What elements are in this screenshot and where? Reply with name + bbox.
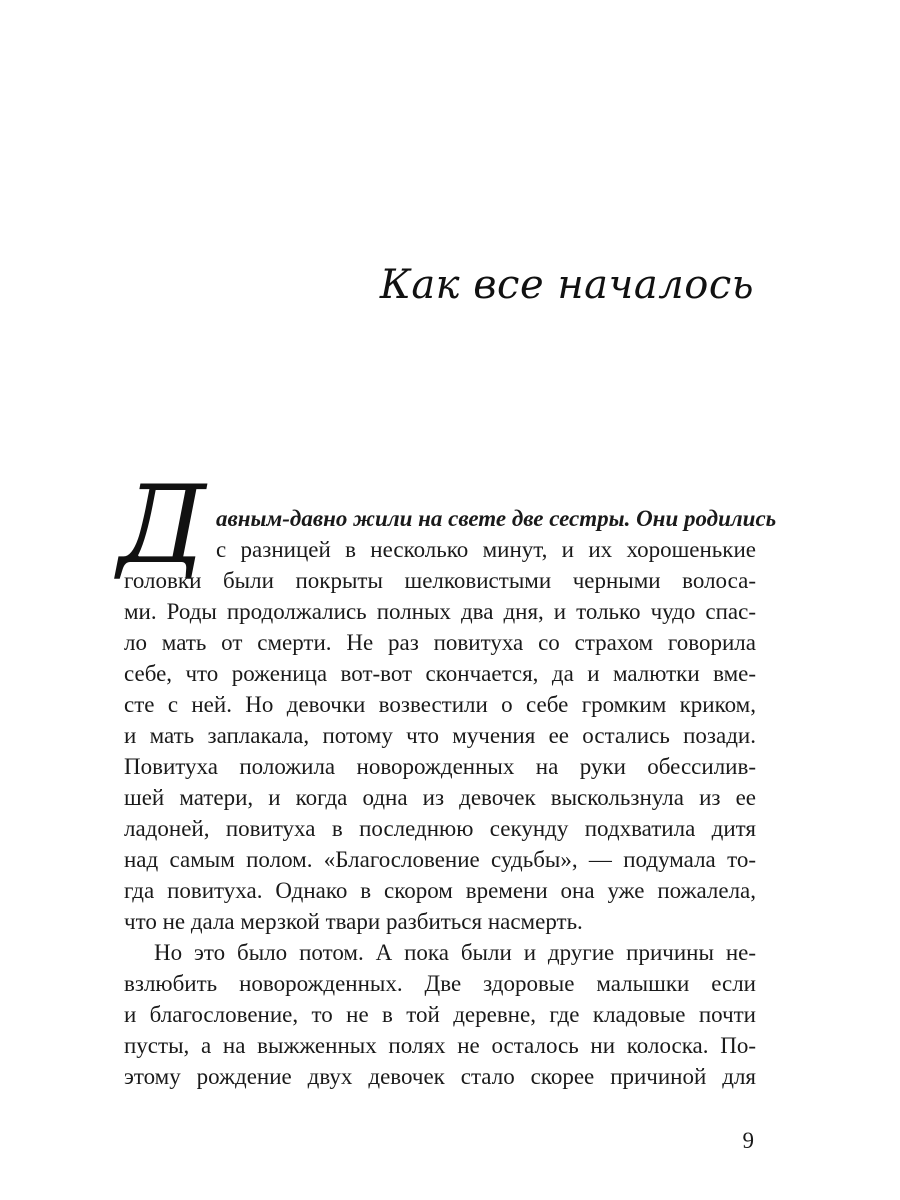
page-number: 9	[742, 1128, 754, 1153]
text-line-17: и благословение, то не в той деревне, где кладовые почти	[124, 1002, 756, 1027]
text-line-19: этому рождение двух девочек стало скорее причиной для	[124, 1064, 756, 1089]
text-line-2: с разницей в несколько минут, и их хорошенькие	[216, 537, 756, 562]
drop-cap: Д	[118, 463, 206, 588]
text-line-16: взлюбить новорожденных. Две здоровые малышки если	[124, 971, 756, 996]
text-line-18: пусты, а на выжженных полях не осталось ни колоска. По-	[124, 1033, 756, 1058]
text-line-3: головки были покрыты шелковистыми черными волоса-	[124, 568, 756, 593]
text-line-6: себе, что роженица вот-вот скончается, да и малютки вме-	[124, 661, 756, 686]
chapter-title: Как все началось	[379, 262, 754, 308]
text-line-14: что не дала мерзкой твари разбиться насмерть.	[124, 909, 583, 934]
text-line-10: шей матери, и когда одна из девочек выскользнула из ее	[124, 785, 756, 810]
text-line-4: ми. Роды продолжались полных два дня, и только чудо спас-	[124, 599, 756, 624]
text-line-7: сте с ней. Но девочки возвестили о себе громким криком,	[124, 692, 756, 717]
text-line-12: над самым полом. «Благословение судьбы», — подумала то-	[124, 847, 756, 872]
text-line-1: авным-давно жили на свете две сестры. Они родились	[216, 506, 777, 531]
text-line-9: Повитуха положила новорожденных на руки обессилив-	[124, 754, 756, 779]
text-line-8: и мать заплакала, потому что мучения ее остались позади.	[124, 723, 756, 748]
text-line-11: ладоней, повитуха в последнюю секунду подхватила дитя	[124, 816, 756, 841]
text-line-15: Но это было потом. А пока были и другие причины не-	[154, 940, 756, 965]
text-line-13: гда повитуха. Однако в скором времени она уже пожалела,	[124, 878, 756, 903]
text-line-5: ло мать от смерти. Не раз повитуха со страхом говорила	[124, 630, 756, 655]
